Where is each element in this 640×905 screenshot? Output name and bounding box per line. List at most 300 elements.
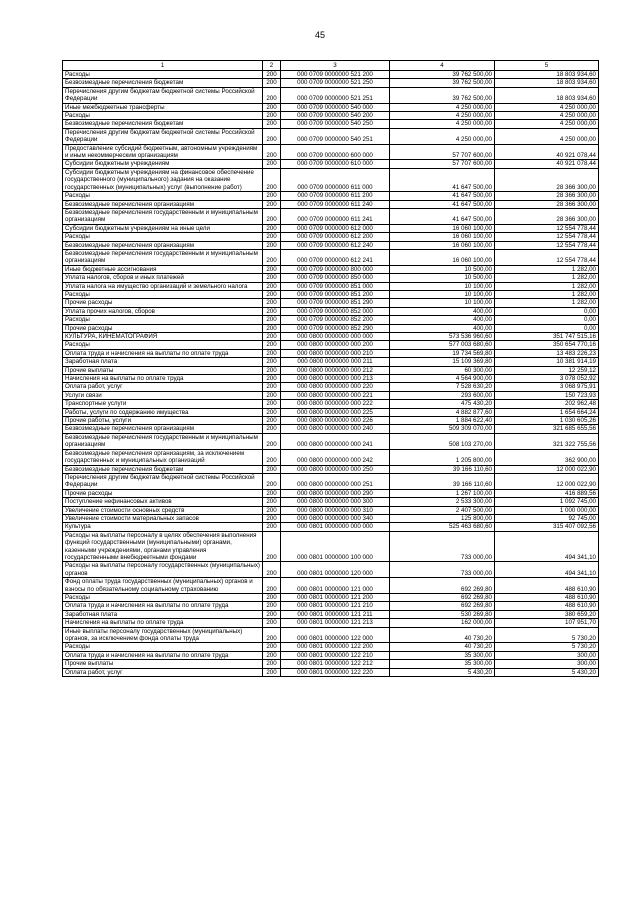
table-row [63, 578, 599, 594]
row-code-cell: 200 [263, 241, 281, 249]
row-kbk-cell: 000 0801 0000000 000 000 [281, 523, 390, 531]
row-code-cell: 200 [263, 514, 281, 522]
row-actual-value-cell: 488 610,90 [495, 578, 599, 594]
column-header: 1 [63, 61, 263, 71]
row-name-cell: Иные межбюджетные трансферты [63, 103, 263, 111]
row-actual-value-cell: 300,00 [495, 651, 599, 659]
row-plan-value-cell: 573 536 960,60 [390, 333, 495, 341]
row-actual-value-cell: 12 554 778,44 [495, 249, 599, 265]
row-name-cell: Прочие выплаты [63, 366, 263, 374]
row-plan-value-cell: 19 734 569,80 [390, 349, 495, 357]
row-code-cell: 200 [263, 316, 281, 324]
row-code-cell: 200 [263, 200, 281, 208]
row-actual-value-cell: 28 366 300,00 [495, 208, 599, 224]
table-row [63, 375, 599, 383]
row-actual-value-cell: 488 610,90 [495, 602, 599, 610]
row-plan-value-cell: 4 250 000,00 [390, 112, 495, 120]
table-row [63, 290, 599, 298]
table-row [63, 425, 599, 433]
row-name-cell: Расходы на выплаты персоналу в целях обеспечения выполнения функций государственными (муниципальными) органами, казенными учреждениями, органами управления государственными внебюджетными фондами [63, 531, 263, 562]
row-code-cell: 200 [263, 465, 281, 473]
row-name-cell: Безвозмездные перечисления государственным и муниципальным организациям [63, 208, 263, 224]
row-kbk-cell: 000 0800 0000000 000 222 [281, 400, 390, 408]
row-code-cell: 200 [263, 168, 281, 191]
row-code-cell: 200 [263, 531, 281, 562]
row-actual-value-cell: 28 366 300,00 [495, 200, 599, 208]
row-kbk-cell: 000 0709 0000000 852 000 [281, 307, 390, 315]
row-name-cell: Оплата работ, услуг [63, 383, 263, 391]
row-code-cell: 200 [263, 71, 281, 79]
row-kbk-cell: 000 0709 0000000 612 241 [281, 249, 390, 265]
row-actual-value-cell: 1 000 000,00 [495, 506, 599, 514]
row-plan-value-cell: 162 000,00 [390, 619, 495, 627]
table-row [63, 358, 599, 366]
row-name-cell: Заработная плата [63, 358, 263, 366]
row-actual-value-cell: 3 068 975,91 [495, 383, 599, 391]
row-code-cell: 200 [263, 144, 281, 160]
column-header: 2 [263, 61, 281, 71]
row-kbk-cell: 000 0709 0000000 851 000 [281, 282, 390, 290]
row-actual-value-cell: 1 282,00 [495, 265, 599, 273]
row-code-cell: 200 [263, 358, 281, 366]
row-kbk-cell: 000 0709 0000000 540 250 [281, 120, 390, 128]
row-actual-value-cell: 351 747 515,16 [495, 333, 599, 341]
row-name-cell: Услуги связи [63, 391, 263, 399]
row-name-cell: Прочие выплаты [63, 660, 263, 668]
row-actual-value-cell: 18 803 934,60 [495, 79, 599, 87]
row-kbk-cell: 000 0800 0000000 000 242 [281, 449, 390, 465]
row-actual-value-cell: 416 889,56 [495, 489, 599, 497]
row-code-cell: 200 [263, 425, 281, 433]
row-kbk-cell: 000 0801 0000000 121 211 [281, 610, 390, 618]
row-actual-value-cell: 12 259,12 [495, 366, 599, 374]
row-code-cell: 200 [263, 668, 281, 676]
row-kbk-cell: 000 0709 0000000 611 000 [281, 168, 390, 191]
row-plan-value-cell: 475 430,20 [390, 400, 495, 408]
table-row [63, 531, 599, 562]
page-number: 45 [314, 30, 325, 40]
row-name-cell: Расходы [63, 594, 263, 602]
row-name-cell: Иные выплаты персоналу государственных (муниципальных) органов, за исключением фонда оплаты труда [63, 627, 263, 643]
row-name-cell: Начисления на выплаты по оплате труда [63, 619, 263, 627]
row-actual-value-cell: 321 685 655,56 [495, 425, 599, 433]
row-kbk-cell: 000 0709 0000000 612 200 [281, 233, 390, 241]
row-plan-value-cell: 35 300,00 [390, 651, 495, 659]
row-code-cell: 200 [263, 112, 281, 120]
table-row [63, 103, 599, 111]
row-kbk-cell: 000 0709 0000000 600 000 [281, 144, 390, 160]
row-actual-value-cell: 5 430,20 [495, 668, 599, 676]
row-name-cell: Перечисления другим бюджетам бюджетной системы Российской Федерации [63, 128, 263, 144]
row-plan-value-cell: 39 762 500,00 [390, 71, 495, 79]
table-header-row [63, 61, 599, 71]
row-code-cell: 200 [263, 651, 281, 659]
row-name-cell: Уплата налогов, сборов и иных платежей [63, 274, 263, 282]
row-code-cell: 200 [263, 473, 281, 489]
row-plan-value-cell: 40 730,20 [390, 643, 495, 651]
row-actual-value-cell: 300,00 [495, 660, 599, 668]
row-plan-value-cell: 39 166 110,60 [390, 465, 495, 473]
row-name-cell: Расходы [63, 233, 263, 241]
row-code-cell: 200 [263, 523, 281, 531]
row-code-cell: 200 [263, 643, 281, 651]
table-row [63, 265, 599, 273]
row-plan-value-cell: 10 500,00 [390, 265, 495, 273]
table-row [63, 489, 599, 497]
table-row [63, 274, 599, 282]
row-kbk-cell: 000 0801 0000000 122 200 [281, 643, 390, 651]
row-actual-value-cell: 3 078 052,92 [495, 375, 599, 383]
table-row [63, 307, 599, 315]
row-name-cell: Уплата налога на имущество организаций и земельного налога [63, 282, 263, 290]
row-kbk-cell: 000 0709 0000000 851 290 [281, 299, 390, 307]
row-plan-value-cell: 400,00 [390, 316, 495, 324]
row-code-cell: 200 [263, 274, 281, 282]
row-name-cell: Расходы на выплаты персоналу государственных (муниципальных) органов [63, 562, 263, 578]
row-plan-value-cell: 530 269,80 [390, 610, 495, 618]
row-code-cell: 200 [263, 489, 281, 497]
row-actual-value-cell: 380 659,20 [495, 610, 599, 618]
row-name-cell: Прочие работы, услуги [63, 417, 263, 425]
table-row [63, 473, 599, 489]
table-row [63, 233, 599, 241]
row-kbk-cell: 000 0801 0000000 121 213 [281, 619, 390, 627]
row-plan-value-cell: 57 707 600,00 [390, 144, 495, 160]
table-row [63, 224, 599, 232]
table-row [63, 514, 599, 522]
row-name-cell: Уплата прочих налогов, сборов [63, 307, 263, 315]
row-kbk-cell: 000 0709 0000000 850 000 [281, 274, 390, 282]
row-actual-value-cell: 4 250 000,00 [495, 103, 599, 111]
row-name-cell: Транспортные услуги [63, 400, 263, 408]
row-kbk-cell: 000 0800 0000000 000 240 [281, 425, 390, 433]
row-actual-value-cell: 0,00 [495, 307, 599, 315]
row-plan-value-cell: 733 000,00 [390, 531, 495, 562]
table-row [63, 120, 599, 128]
row-kbk-cell: 000 0709 0000000 521 250 [281, 79, 390, 87]
row-kbk-cell: 000 0801 0000000 100 000 [281, 531, 390, 562]
row-plan-value-cell: 57 707 600,00 [390, 160, 495, 168]
row-name-cell: Прочие расходы [63, 324, 263, 332]
row-plan-value-cell: 293 600,00 [390, 391, 495, 399]
row-kbk-cell: 000 0800 0000000 000 213 [281, 375, 390, 383]
row-plan-value-cell: 125 800,00 [390, 514, 495, 522]
row-plan-value-cell: 400,00 [390, 324, 495, 332]
row-plan-value-cell: 509 309 070,00 [390, 425, 495, 433]
row-kbk-cell: 000 0800 0000000 000 290 [281, 489, 390, 497]
row-actual-value-cell: 12 000 022,90 [495, 465, 599, 473]
row-name-cell: Перечисления другим бюджетам бюджетной системы Российской Федерации [63, 87, 263, 103]
row-plan-value-cell: 4 250 000,00 [390, 120, 495, 128]
row-code-cell: 200 [263, 307, 281, 315]
row-actual-value-cell: 1 282,00 [495, 299, 599, 307]
row-code-cell: 200 [263, 391, 281, 399]
table-row [63, 660, 599, 668]
row-name-cell: Работы, услуги по содержанию имущества [63, 408, 263, 416]
row-name-cell: Увеличение стоимости основных средств [63, 506, 263, 514]
row-actual-value-cell: 1 282,00 [495, 274, 599, 282]
row-plan-value-cell: 692 269,80 [390, 594, 495, 602]
row-actual-value-cell: 12 554 778,44 [495, 233, 599, 241]
row-name-cell: Безвозмездные перечисления государственным и муниципальным организациям [63, 433, 263, 449]
table-row [63, 562, 599, 578]
row-kbk-cell: 000 0800 0000000 000 225 [281, 408, 390, 416]
row-name-cell: Безвозмездные перечисления организациям, за исключением государственных и муниципальных организаций [63, 449, 263, 465]
row-code-cell: 200 [263, 341, 281, 349]
row-plan-value-cell: 41 647 500,00 [390, 168, 495, 191]
table-row [63, 610, 599, 618]
row-name-cell: Перечисления другим бюджетам бюджетной системы Российской Федерации [63, 473, 263, 489]
row-kbk-cell: 000 0709 0000000 852 290 [281, 324, 390, 332]
row-code-cell: 200 [263, 120, 281, 128]
table-row [63, 417, 599, 425]
row-name-cell: Увеличение стоимости материальных запасов [63, 514, 263, 522]
row-plan-value-cell: 35 300,00 [390, 660, 495, 668]
row-name-cell: Расходы [63, 71, 263, 79]
row-plan-value-cell: 1 884 622,40 [390, 417, 495, 425]
row-name-cell: Иные бюджетные ассигнования [63, 265, 263, 273]
column-header: 4 [390, 61, 495, 71]
row-code-cell: 200 [263, 192, 281, 200]
row-actual-value-cell: 12 554 778,44 [495, 241, 599, 249]
row-plan-value-cell: 400,00 [390, 307, 495, 315]
row-plan-value-cell: 4 250 000,00 [390, 128, 495, 144]
table-row [63, 523, 599, 531]
table-row [63, 465, 599, 473]
table-row [63, 87, 599, 103]
row-code-cell: 200 [263, 103, 281, 111]
row-kbk-cell: 000 0800 0000000 000 241 [281, 433, 390, 449]
row-plan-value-cell: 16 060 100,00 [390, 249, 495, 265]
row-plan-value-cell: 1 267 100,00 [390, 489, 495, 497]
row-kbk-cell: 000 0709 0000000 800 000 [281, 265, 390, 273]
row-name-cell: Оплата работ, услуг [63, 668, 263, 676]
row-actual-value-cell: 40 921 078,44 [495, 160, 599, 168]
row-kbk-cell: 000 0801 0000000 122 000 [281, 627, 390, 643]
row-actual-value-cell: 494 341,10 [495, 531, 599, 562]
row-actual-value-cell: 315 407 092,56 [495, 523, 599, 531]
row-actual-value-cell: 5 730,20 [495, 643, 599, 651]
row-actual-value-cell: 5 730,20 [495, 627, 599, 643]
row-actual-value-cell: 4 250 000,00 [495, 120, 599, 128]
row-code-cell: 200 [263, 249, 281, 265]
table-row [63, 316, 599, 324]
table-row [63, 112, 599, 120]
row-kbk-cell: 000 0801 0000000 121 200 [281, 594, 390, 602]
row-kbk-cell: 000 0801 0000000 121 210 [281, 602, 390, 610]
row-name-cell: Безвозмездные перечисления организациям [63, 241, 263, 249]
row-name-cell: Расходы [63, 643, 263, 651]
row-name-cell: Оплата труда и начисления на выплаты по оплате труда [63, 602, 263, 610]
row-code-cell: 200 [263, 498, 281, 506]
row-code-cell: 200 [263, 324, 281, 332]
row-name-cell: Предоставление субсидий бюджетным, автономным учреждениям и иным некоммерческим организациям [63, 144, 263, 160]
row-name-cell: КУЛЬТУРА, КИНЕМАТОГРАФИЯ [63, 333, 263, 341]
row-plan-value-cell: 7 528 630,20 [390, 383, 495, 391]
row-actual-value-cell: 350 654 770,16 [495, 341, 599, 349]
row-actual-value-cell: 92 745,00 [495, 514, 599, 522]
row-code-cell: 200 [263, 79, 281, 87]
table-row [63, 498, 599, 506]
table-row [63, 168, 599, 191]
row-kbk-cell: 000 0801 0000000 120 000 [281, 562, 390, 578]
row-name-cell: Субсидии бюджетным учреждениям на финансовое обеспечение государственного (муниципального) задания на оказание государственных (муниципальных) услуг (выполнение работ) [63, 168, 263, 191]
row-name-cell: Субсидии бюджетным учреждениям [63, 160, 263, 168]
row-kbk-cell: 000 0709 0000000 612 240 [281, 241, 390, 249]
table-row [63, 602, 599, 610]
row-code-cell: 200 [263, 578, 281, 594]
row-code-cell: 200 [263, 417, 281, 425]
row-name-cell: Заработная плата [63, 610, 263, 618]
row-name-cell: Прочие расходы [63, 489, 263, 497]
row-plan-value-cell: 40 730,20 [390, 627, 495, 643]
table-row [63, 160, 599, 168]
row-code-cell: 200 [263, 265, 281, 273]
row-code-cell: 200 [263, 383, 281, 391]
row-plan-value-cell: 10 100,00 [390, 299, 495, 307]
row-actual-value-cell: 202 962,48 [495, 400, 599, 408]
row-code-cell: 200 [263, 366, 281, 374]
row-plan-value-cell: 39 762 500,00 [390, 79, 495, 87]
row-kbk-cell: 000 0800 0000000 000 310 [281, 506, 390, 514]
row-kbk-cell: 000 0709 0000000 521 251 [281, 87, 390, 103]
row-name-cell: Безвозмездные перечисления организациям [63, 425, 263, 433]
table-row [63, 408, 599, 416]
row-actual-value-cell: 18 803 934,60 [495, 87, 599, 103]
row-kbk-cell: 000 0709 0000000 611 240 [281, 200, 390, 208]
table-row [63, 71, 599, 79]
row-kbk-cell: 000 0801 0000000 122 210 [281, 651, 390, 659]
row-kbk-cell: 000 0800 0000000 000 221 [281, 391, 390, 399]
table-row [63, 627, 599, 643]
row-plan-value-cell: 39 762 500,00 [390, 87, 495, 103]
table-row [63, 341, 599, 349]
row-kbk-cell: 000 0800 0000000 000 211 [281, 358, 390, 366]
row-plan-value-cell: 692 269,80 [390, 602, 495, 610]
row-actual-value-cell: 1 282,00 [495, 282, 599, 290]
table-row [63, 643, 599, 651]
table-row [63, 79, 599, 87]
row-plan-value-cell: 10 100,00 [390, 282, 495, 290]
row-plan-value-cell: 2 533 300,00 [390, 498, 495, 506]
row-actual-value-cell: 18 803 934,60 [495, 71, 599, 79]
row-kbk-cell: 000 0800 0000000 000 000 [281, 333, 390, 341]
table-row [63, 299, 599, 307]
table-row [63, 324, 599, 332]
row-code-cell: 200 [263, 627, 281, 643]
row-kbk-cell: 000 0709 0000000 611 241 [281, 208, 390, 224]
table-row [63, 594, 599, 602]
table-body [63, 71, 599, 677]
row-plan-value-cell: 60 300,00 [390, 366, 495, 374]
row-code-cell: 200 [263, 128, 281, 144]
table-row [63, 506, 599, 514]
row-kbk-cell: 000 0800 0000000 000 212 [281, 366, 390, 374]
row-code-cell: 200 [263, 299, 281, 307]
row-plan-value-cell: 5 430,20 [390, 668, 495, 676]
row-actual-value-cell: 28 366 300,00 [495, 192, 599, 200]
table-row [63, 349, 599, 357]
table-row [63, 333, 599, 341]
row-plan-value-cell: 733 000,00 [390, 562, 495, 578]
row-kbk-cell: 000 0801 0000000 121 000 [281, 578, 390, 594]
column-header: 5 [495, 61, 599, 71]
row-kbk-cell: 000 0800 0000000 000 250 [281, 465, 390, 473]
row-code-cell: 200 [263, 660, 281, 668]
row-actual-value-cell: 4 250 000,00 [495, 128, 599, 144]
budget-table [62, 60, 599, 677]
row-actual-value-cell: 488 610,90 [495, 594, 599, 602]
row-actual-value-cell: 40 921 078,44 [495, 144, 599, 160]
table-row [63, 200, 599, 208]
row-kbk-cell: 000 0709 0000000 540 200 [281, 112, 390, 120]
row-kbk-cell: 000 0709 0000000 521 200 [281, 71, 390, 79]
row-kbk-cell: 000 0801 0000000 122 212 [281, 660, 390, 668]
row-name-cell: Расходы [63, 316, 263, 324]
table-row [63, 144, 599, 160]
table-row [63, 282, 599, 290]
row-code-cell: 200 [263, 375, 281, 383]
row-actual-value-cell: 12 554 778,44 [495, 224, 599, 232]
row-kbk-cell: 000 0800 0000000 000 300 [281, 498, 390, 506]
table-row [63, 651, 599, 659]
row-kbk-cell: 000 0709 0000000 540 251 [281, 128, 390, 144]
row-name-cell: Оплата труда и начисления на выплаты по оплате труда [63, 349, 263, 357]
row-plan-value-cell: 41 647 500,00 [390, 208, 495, 224]
row-name-cell: Оплата труда и начисления на выплаты по оплате труда [63, 651, 263, 659]
row-code-cell: 200 [263, 333, 281, 341]
row-code-cell: 200 [263, 224, 281, 232]
row-plan-value-cell: 15 109 369,80 [390, 358, 495, 366]
row-actual-value-cell: 1 030 605,26 [495, 417, 599, 425]
row-actual-value-cell: 1 092 745,00 [495, 498, 599, 506]
row-name-cell: Субсидии бюджетным учреждениям на иные цели [63, 224, 263, 232]
row-code-cell: 200 [263, 282, 281, 290]
table-row [63, 433, 599, 449]
table-row [63, 619, 599, 627]
table-row [63, 668, 599, 676]
row-name-cell: Поступление нефинансовых активов [63, 498, 263, 506]
row-plan-value-cell: 525 463 680,60 [390, 523, 495, 531]
row-actual-value-cell: 107 951,70 [495, 619, 599, 627]
row-plan-value-cell: 4 250 000,00 [390, 103, 495, 111]
row-actual-value-cell: 28 366 300,00 [495, 168, 599, 191]
row-actual-value-cell: 1 654 664,24 [495, 408, 599, 416]
row-code-cell: 200 [263, 400, 281, 408]
row-plan-value-cell: 16 060 100,00 [390, 233, 495, 241]
table-row [63, 383, 599, 391]
row-plan-value-cell: 692 269,80 [390, 578, 495, 594]
table-row [63, 391, 599, 399]
row-name-cell: Расходы [63, 290, 263, 298]
row-actual-value-cell: 321 322 755,56 [495, 433, 599, 449]
row-code-cell: 200 [263, 433, 281, 449]
row-actual-value-cell: 1 282,00 [495, 290, 599, 298]
row-plan-value-cell: 2 407 500,00 [390, 506, 495, 514]
row-kbk-cell: 000 0709 0000000 852 200 [281, 316, 390, 324]
table-row [63, 400, 599, 408]
row-plan-value-cell: 16 060 100,00 [390, 224, 495, 232]
row-code-cell: 200 [263, 290, 281, 298]
row-name-cell: Безвозмездные перечисления бюджетам [63, 465, 263, 473]
row-plan-value-cell: 577 003 680,60 [390, 341, 495, 349]
row-code-cell: 200 [263, 449, 281, 465]
row-code-cell: 200 [263, 408, 281, 416]
row-plan-value-cell: 4 882 877,60 [390, 408, 495, 416]
row-code-cell: 200 [263, 619, 281, 627]
row-name-cell: Безвозмездные перечисления бюджетам [63, 120, 263, 128]
row-name-cell: Фонд оплаты труда государственных (муниципальных) органов и взносы по обязательному социальному страхованию [63, 578, 263, 594]
